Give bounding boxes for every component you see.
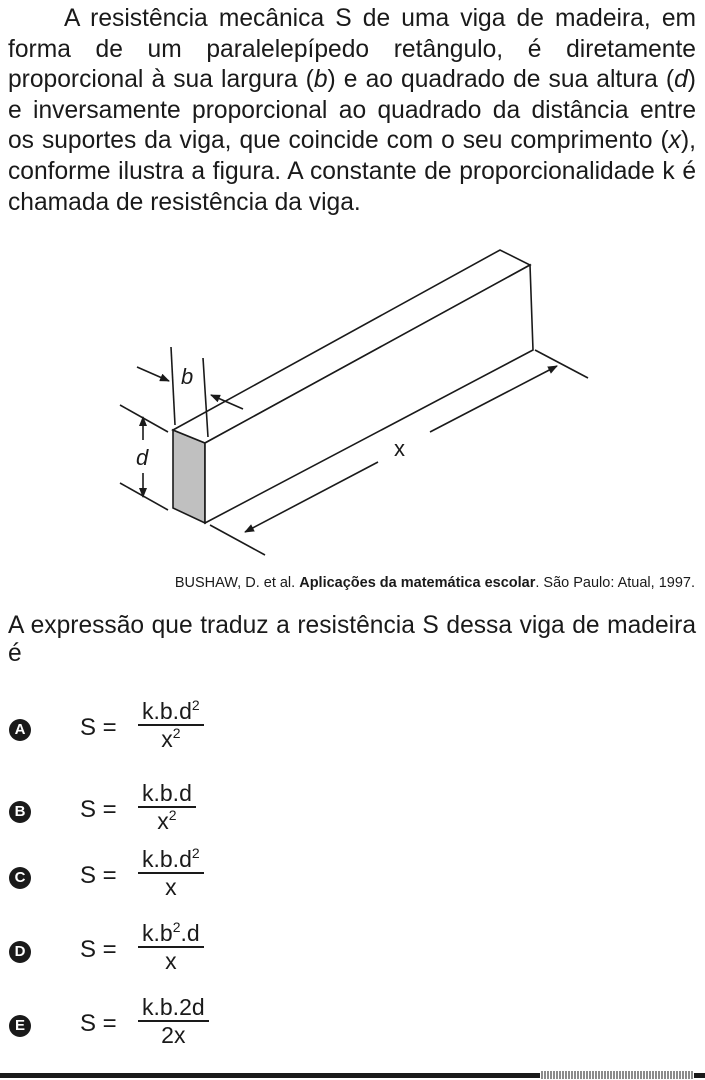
intro-text-4: ), conforme ilustra a figura. A constante de proporcionalidade k é chamada de resistência da viga. bbox=[8, 127, 696, 216]
label-x: x bbox=[394, 436, 405, 461]
option-d-badge: D bbox=[9, 941, 31, 963]
caption-author: BUSHAW, D. et al. bbox=[174, 575, 300, 591]
beam-figure bbox=[0, 240, 705, 570]
intro-paragraph bbox=[8, 4, 696, 218]
intro-var-x: x bbox=[668, 127, 681, 155]
option-b-denominator: x bbox=[157, 808, 169, 834]
option-b-den-exponent: 2 bbox=[168, 807, 177, 823]
option-e[interactable] bbox=[0, 994, 705, 1060]
option-a-numerator: k.b.d bbox=[142, 698, 192, 724]
question-text: A expressão que traduz a resistência S dessa viga de madeira é bbox=[8, 612, 696, 667]
option-d-lhs: S = bbox=[80, 936, 117, 963]
option-b-lhs: S = bbox=[80, 796, 117, 823]
ext-line-d-bottom bbox=[120, 483, 168, 510]
ext-line-b-left bbox=[171, 347, 175, 425]
intro-text-2: ) e ao quadrado de sua altura ( bbox=[327, 66, 675, 94]
ext-line-d-top bbox=[120, 405, 168, 432]
ext-line-x-start bbox=[210, 525, 265, 555]
option-b[interactable] bbox=[0, 780, 705, 846]
option-c-denominator: x bbox=[165, 874, 177, 900]
intro-var-d: d bbox=[674, 66, 688, 94]
label-d: d bbox=[136, 445, 149, 470]
option-d-numerator-a: k.b bbox=[142, 920, 173, 946]
beam-end-face bbox=[173, 430, 205, 523]
option-c-numerator: k.b.d bbox=[142, 846, 192, 872]
option-d-fraction bbox=[138, 920, 204, 974]
option-d-num-exponent: 2 bbox=[172, 919, 181, 935]
option-d[interactable] bbox=[0, 919, 705, 986]
figure-caption bbox=[175, 575, 695, 591]
option-a-badge: A bbox=[9, 719, 31, 741]
option-e-numerator: k.b.2d bbox=[142, 994, 205, 1020]
option-a-lhs: S = bbox=[80, 714, 117, 741]
arrow-b-left bbox=[137, 367, 169, 381]
option-c-num-exponent: 2 bbox=[191, 845, 200, 861]
option-b-numerator: k.b.d bbox=[142, 780, 192, 806]
option-d-numerator-b: .d bbox=[180, 920, 200, 946]
option-c-lhs: S = bbox=[80, 862, 117, 889]
intro-text-3: ) e inversamente proporcional ao quadrado da distância entre os suportes da viga, que coincide com o seu comprimento ( bbox=[8, 66, 696, 155]
footer-rule bbox=[0, 1070, 705, 1080]
option-a-fraction bbox=[138, 698, 204, 752]
option-b-badge: B bbox=[9, 801, 31, 823]
option-a[interactable] bbox=[0, 697, 705, 764]
caption-rest: . São Paulo: Atual, 1997. bbox=[535, 575, 695, 591]
option-e-badge: E bbox=[9, 1015, 31, 1037]
intro-text-1: A resistência mecânica S de uma viga de madeira, em forma de um paralelepípedo retângulo, é diretamente proporcional à sua largura ( bbox=[8, 5, 696, 94]
option-a-denominator: x bbox=[161, 726, 173, 752]
option-e-fraction bbox=[138, 994, 209, 1048]
intro-var-b: b bbox=[313, 66, 328, 94]
option-e-lhs: S = bbox=[80, 1010, 117, 1037]
option-e-denominator: 2x bbox=[161, 1022, 186, 1048]
option-c-fraction bbox=[138, 846, 204, 900]
option-b-fraction bbox=[138, 780, 196, 834]
option-d-denominator: x bbox=[165, 948, 177, 974]
option-c[interactable] bbox=[0, 845, 705, 912]
option-a-den-exponent: 2 bbox=[172, 725, 181, 741]
option-c-badge: C bbox=[9, 867, 31, 889]
option-a-num-exponent: 2 bbox=[191, 697, 200, 713]
caption-title: Aplicações da matemática escolar bbox=[299, 575, 536, 591]
label-b: b bbox=[181, 364, 194, 389]
